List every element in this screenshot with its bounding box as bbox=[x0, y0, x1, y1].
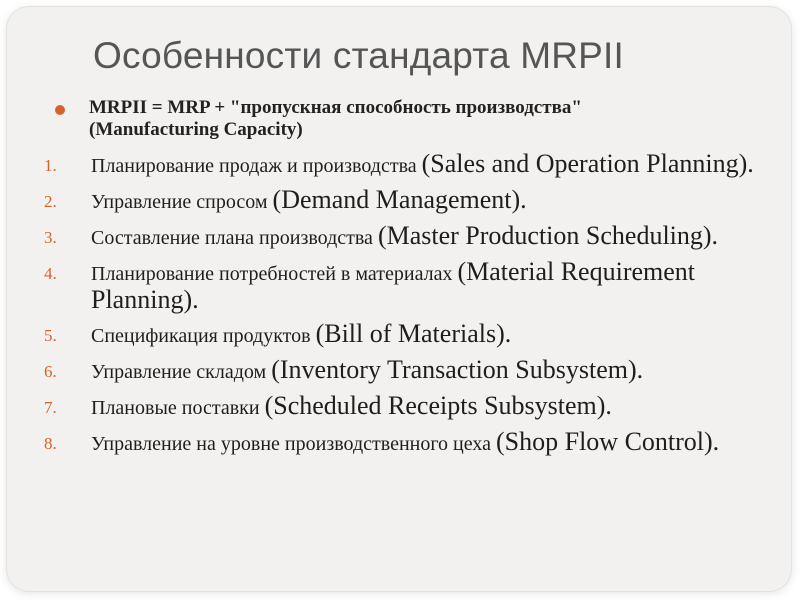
numbered-list bbox=[44, 151, 774, 465]
lead-line-1: MRPII = MRP + "пропускная способность производства" bbox=[89, 97, 582, 118]
list-item-number: 7. bbox=[44, 398, 57, 417]
list-item-ru: Планирование продаж и производства bbox=[91, 155, 422, 177]
list-item-en: (Shop Flow Control). bbox=[495, 427, 720, 456]
list-item-en: (Demand Management). bbox=[272, 185, 527, 214]
list-item-number: 4. bbox=[44, 264, 57, 283]
list-item-number: 6. bbox=[44, 362, 57, 381]
lead-bullet-item bbox=[55, 97, 765, 141]
list-item-ru: Управление спросом bbox=[91, 191, 273, 213]
bullet-dot-icon bbox=[55, 105, 65, 115]
list-item-number: 8. bbox=[44, 434, 57, 453]
lead-text bbox=[89, 97, 765, 141]
lead-line-2: (Manufacturing Capacity) bbox=[89, 119, 303, 140]
list-item-ru: Управление на уровне производственного цеха bbox=[91, 433, 496, 455]
list-item-ru: Управление складом bbox=[91, 361, 272, 383]
list-item bbox=[44, 259, 774, 313]
list-item bbox=[44, 223, 774, 251]
list-item-en: (Inventory Transaction Subsystem). bbox=[271, 355, 644, 384]
list-item-number: 1. bbox=[44, 156, 57, 175]
list-item bbox=[44, 321, 774, 349]
list-item bbox=[44, 187, 774, 215]
list-item-ru: Составление плана производства bbox=[91, 227, 378, 249]
list-item bbox=[44, 357, 774, 385]
list-item-en: (Material Requirement Planning). bbox=[91, 257, 696, 314]
list-item-ru: Планирование потребностей в материалах bbox=[91, 263, 458, 285]
list-item bbox=[44, 151, 774, 179]
list-item bbox=[44, 429, 774, 457]
list-item-ru: Плановые поставки bbox=[91, 397, 265, 419]
list-item-en: (Sales and Operation Planning). bbox=[421, 149, 754, 178]
list-item bbox=[44, 393, 774, 421]
list-item-number: 5. bbox=[44, 326, 57, 345]
list-item-ru: Спецификация продуктов bbox=[91, 325, 316, 347]
slide bbox=[7, 7, 791, 591]
list-item-number: 2. bbox=[44, 192, 57, 211]
list-item-number: 3. bbox=[44, 228, 57, 247]
list-item-en: (Master Production Scheduling). bbox=[377, 221, 719, 250]
list-item-en: (Bill of Materials). bbox=[315, 319, 512, 348]
list-item-en: (Scheduled Receipts Subsystem). bbox=[264, 391, 612, 420]
page-title: Особенности стандарта MRPII bbox=[93, 35, 625, 76]
